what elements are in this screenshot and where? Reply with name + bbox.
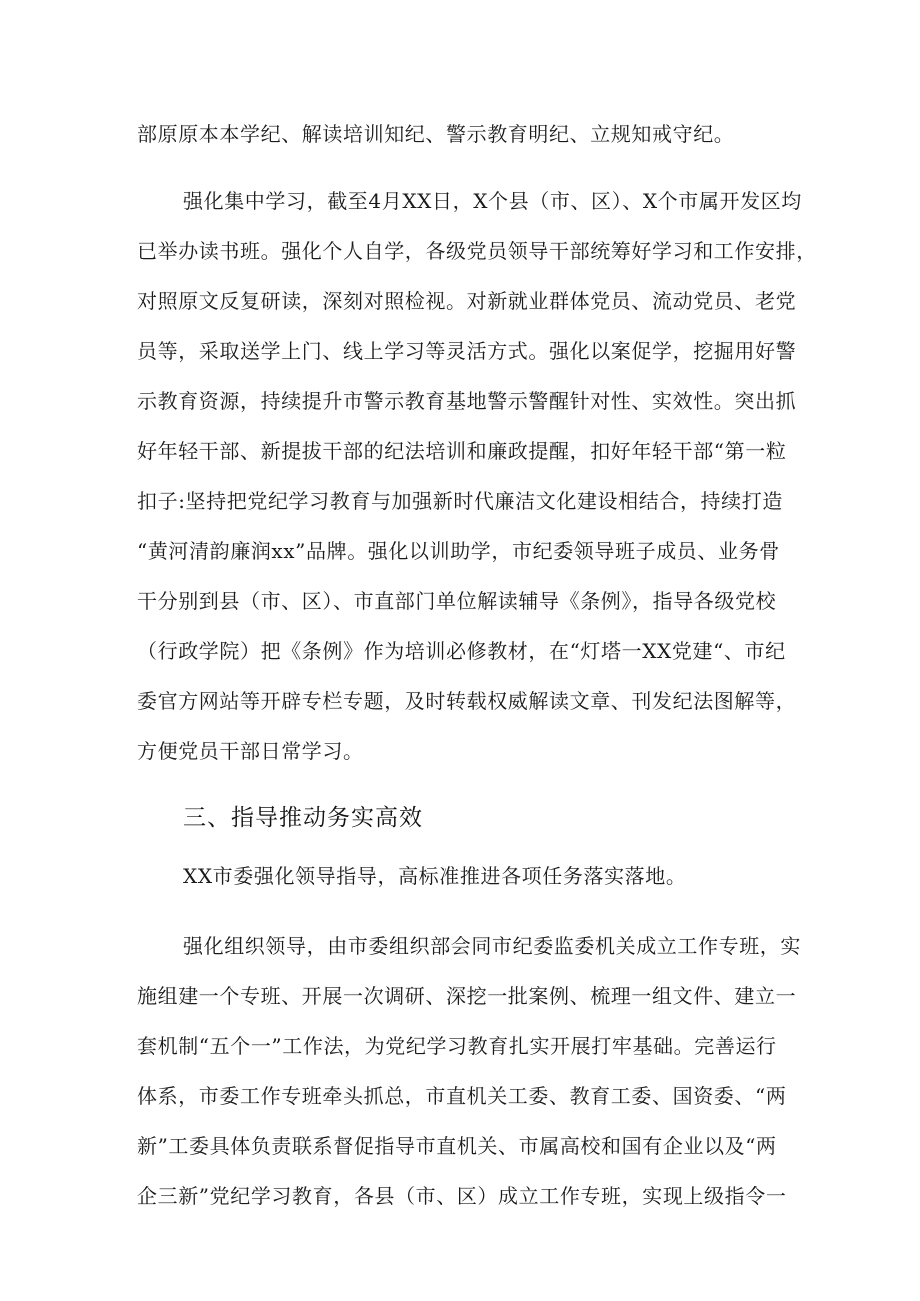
paragraph-3-line-1: XX市委强化领导指导，高标准推进各项任务落实落地。 [183,864,687,888]
paragraph-2-line-10: （行政学院）把《条例》作为培训必修教材，在“灯塔一XX党建“、市纪 [137,639,786,663]
paragraph-2-line-11: 委官方网站等开辟专栏专题，及时转载权威解读文章、刊发纪法图解等， [137,689,797,713]
paragraph-2-line-12: 方便党员干部日常学习。 [137,739,364,763]
paragraph-4-line-4: 体系，市委工作专班牵头抓总，市直机关工委、教育工委、国资委、“两 [137,1084,787,1108]
paragraph-2-line-6: 好年轻干部、新提拔干部的纪法培训和廉政提醒，扣好年轻干部“第一粒 [137,439,787,463]
paragraph-4-line-5: 新”工委具体负责联系督促指导市直机关、市属高校和国有企业以及“两 [137,1134,777,1158]
section-heading: 三、指导推动务实高效 [183,805,423,831]
paragraph-1-line-1: 部原原本本学纪、解读培训知纪、警示教育明纪、立规知戒守纪。 [137,122,735,146]
paragraph-2-line-3: 对照原文反复研读，深刻对照检视。对新就业群体党员、流动党员、老党 [137,289,797,313]
paragraph-2-line-4: 员等，采取送学上门、线上学习等灵活方式。强化以案促学，挖掘用好警 [137,339,797,363]
paragraph-2-line-9: 干分别到县（市、区）、市直部门单位解读辅导《条例》，指导各级党校 [137,589,777,613]
paragraph-4-line-3: 套机制“五个一”工作法，为党纪学习教育扎实开展打牢基础。完善运行 [137,1034,777,1058]
paragraph-2-line-1: 强化集中学习，截至4月XX日，X个县（市、区）、X个市属开发区均 [183,189,802,213]
paragraph-4-line-1: 强化组织领导，由市委组织部会同市纪委监委机关成立工作专班，实 [183,934,801,958]
paragraph-4-line-6: 企三新”党纪学习教育，各县（市、区）成立工作专班，实现上级指令一 [137,1184,787,1208]
paragraph-2-line-2: 已举办读书班。强化个人自学，各级党员领导干部统筹好学习和工作安排， [137,239,817,263]
paragraph-2-line-8: “黄河清韵廉润xx”品牌。强化以训助学，市纪委领导班子成员、业务骨 [137,539,780,563]
paragraph-2-line-5: 示教育资源，持续提升市警示教育基地警示警醒针对性、实效性。突出抓 [137,389,797,413]
paragraph-4-line-2: 施组建一个专班、开展一次调研、深挖一批案例、梳理一组文件、建立一 [137,984,797,1008]
paragraph-2-line-7: 扣子:坚持把党纪学习教育与加强新时代廉洁文化建设相结合，持续打造 [137,489,783,513]
